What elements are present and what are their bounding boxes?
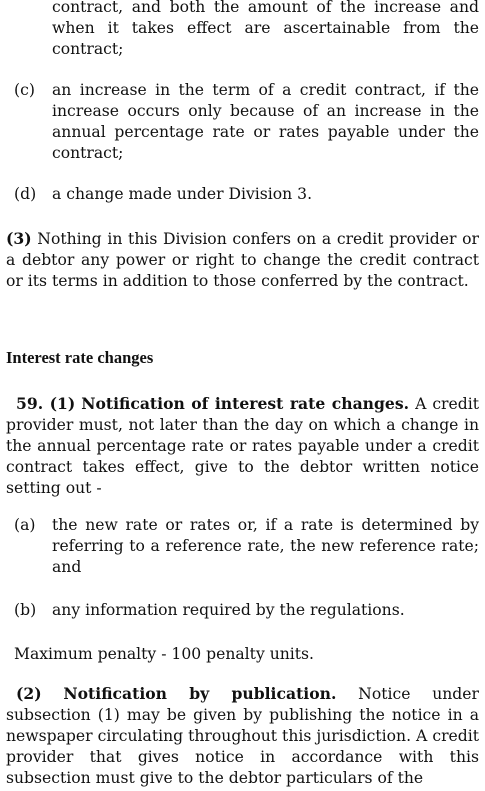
list-item-text: any information required by the regulations. (52, 601, 405, 619)
subsection-number: (2) (16, 684, 42, 703)
list-item-label: (a) (14, 516, 36, 534)
list-item-text: a change made under Division 3. (52, 185, 313, 203)
penalty-text: Maximum penalty - 100 penalty units. (14, 645, 315, 663)
subsection-text: Notice under subsection (1) may be given by publishing the notice in a newspaper circulating throughout this jurisdiction. A credit provider that gives notice in accordance with this subsection must give to the debtor particulars of the (6, 685, 479, 787)
section-heading (6, 347, 479, 368)
subsection-2-paragraph (6, 683, 479, 789)
heading-text: Interest rate changes (6, 348, 154, 367)
continuation-paragraph: contract, and both the amount of the increase and when it takes effect are ascertainable from the contract; (52, 0, 479, 58)
section-text: A credit provider must, not later than the day on which a change in the annual percentage rate or rates payable under a credit contract takes effect, give to the debtor written notice setting out - (6, 395, 479, 497)
subsection-number: (3) (6, 229, 32, 248)
subsection-text: Nothing in this Division confers on a credit provider or a debtor any power or right to change the credit contract or its terms in addition to those conferred by the contract. (6, 230, 479, 290)
section-59-paragraph (6, 393, 479, 499)
continuation-text (52, 0, 479, 60)
list-item-text: an increase in the term of a credit contract, if the increase occurs only because of an increase in the annual percentage rate or rates payable under the contract; (52, 81, 479, 162)
subsection-3-paragraph (6, 228, 479, 292)
section-title: Notification of interest rate changes. (81, 394, 410, 413)
penalty-line (14, 644, 479, 665)
list-item-text: the new rate or rates or, if a rate is determined by referring to a reference rate, the new reference rate; and (52, 516, 479, 576)
subsection-3 (6, 228, 479, 292)
subsection-title: Notification by publication. (63, 684, 337, 703)
list-item-label: (c) (14, 81, 35, 99)
list-item-d (0, 184, 479, 205)
section-59-1 (6, 393, 479, 499)
list-item-a (0, 515, 479, 578)
list-item-label: (b) (14, 601, 37, 619)
section-number: 59. (1) (16, 394, 76, 413)
subsection-2 (6, 683, 479, 789)
list-item-c (0, 80, 479, 164)
list-item-label: (d) (14, 185, 37, 203)
list-item-b (0, 600, 479, 621)
